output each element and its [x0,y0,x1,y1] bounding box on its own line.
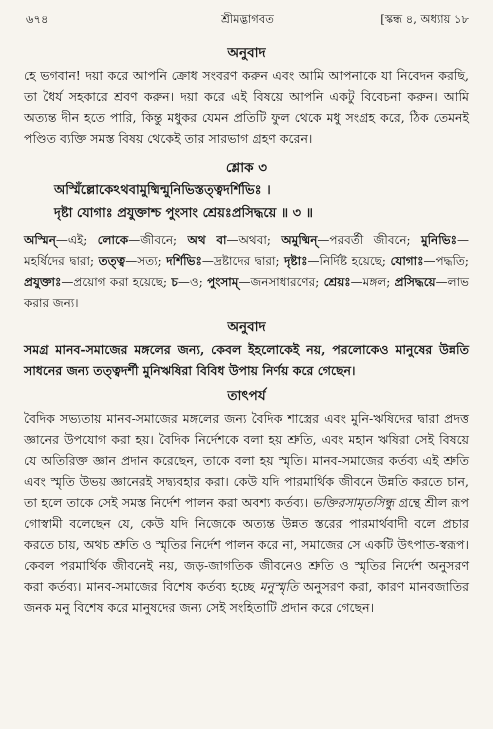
synonym-meaning: —মঙ্গল; [350,275,395,289]
purport-italic-title-1: ভক্তিরসামৃতসিন্ধু [312,495,395,510]
verse-heading: শ্লোক ৩ [225,160,268,176]
synonym-word: লোকে [97,233,129,247]
purport-text-part-2: গ্রন্থে শ্রীল রূপ গোস্বামী বলেছেন যে, কেউ যদি নিজেকে অত্যন্ত উন্নত স্তরের পারমার্থবাদী বলে প্রচার করতে চায়, অথচ শ্রুতি ও স্মৃতির নির্দেশ পালন করে না, সমাজের সে একটি উৎপাত-স্বরূপ। কেবল পরমার্থিক জীবনেই নয়, জড়-জাগতিক জীবনেও শ্রুতি ও স্মৃতির নির্দেশ অনুসরণ করা কর্তব্য। মানব-সমাজের বিশেষ কর্তব্য হচ্ছে [24,495,469,594]
synonym-word: পুংসাম্ [207,275,239,289]
purport-text-part-3: অনুসরণ করা, কারণ মানবজাতির জনক মনু বিশেষ করে মানুষদের জন্য সেই সংহিতাটি প্রদান করে গেছেন। [24,579,469,615]
synonym-word: দর্শিভিঃ [166,254,202,268]
synonym-word: অস্মিন্ [24,233,56,247]
synonym-meaning: —এই; [55,233,98,247]
verse-line-1: অস্মিঁল্লোকেঽথবামুষ্মিন্মুনিভিস্তত্ত্বদর্শিভিঃ । [54,183,271,198]
synonym-word: প্রযুক্তাঃ [24,275,62,289]
translation-text-2: সমগ্র মানব-সমাজের মঙ্গলের জন্য, কেবল ইহলোকেই নয়, পরলোকেও মানুষের উন্নতি সাধনের জন্য তত্ত্বদর্শী মুনিঋষিরা বিবিধ উপায় নির্ণয় করে গেছেন। [24,342,469,378]
synonym-meaning: —পদ্ধতি; [423,254,469,268]
synonym-meaning: —মহর্ষিদের দ্বারা; [24,233,469,268]
word-meanings [24,230,469,314]
synonym-meaning: —দ্রষ্টাদের দ্বারা; [201,254,285,268]
synonym-word: অথ বা [187,233,227,247]
synonym-word: মুনিভিঃ [420,233,457,247]
page-number: ৬৭৪ [26,12,49,26]
synonym-meaning: —সত্য; [125,254,167,268]
verse-line-2: দৃষ্টা যোগাঃ প্রযুক্তাশ্চ পুংসাং শ্রেয়ঃপ্রসিদ্ধয়ে ॥ ৩ ॥ [54,206,314,221]
synonym-word: তত্ত্ব [98,254,126,268]
synonym-meaning: —পরবর্তী জীবনে; [317,233,421,247]
page-content [24,40,469,618]
synonym-word: শ্রেয়ঃ [323,275,351,289]
purport-italic-title-2: মনুস্মৃতি [259,579,299,594]
chapter-reference: [স্কন্ধ ৪, অধ্যায় ১৮ [380,12,469,26]
purport-heading: তাৎপর্য [227,388,266,404]
synonym-meaning: —প্রয়োগ করা হয়েছে; [61,275,172,289]
translation-heading-2: অনুবাদ [227,319,266,335]
page-header [26,10,469,28]
translation-heading: অনুবাদ [227,45,266,61]
synonym-word: প্রসিদ্ধয়ে [394,275,436,289]
synonym-word: অমুষ্মিন্ [281,233,318,247]
translation-text: হে ভগবান! দয়া করে আপনি ক্রোধ সংবরণ করুন এবং আমি আপনাকে যা নিবেদন করছি, তা ধৈর্য সহকারে শ্রবণ করুন। দয়া করে এই বিষয়ে আপনি একটু বিবেচনা করুন। আমি অত্যন্ত দীন হতে পারি, কিন্তু মধুকর যেমন প্রতিটি ফুল থেকে মধু সংগ্রহ করে, ঠিক তেমনই পণ্ডিত ব্যক্তি সমস্ত বিষয় থেকেই তার সারভাগ গ্রহণ করেন। [24,68,469,146]
synonym-word: দৃষ্টাঃ [284,254,308,268]
synonym-meaning: —ও; [177,275,208,289]
purport-text-part-1: বৈদিক সভ্যতায় মানব-সমাজের মঙ্গলের জন্য বৈদিক শাস্ত্রের এবং মুনি-ঋষিদের দ্বারা প্রদত্ত জ্ঞানের উপযোগ করা হয়। বৈদিক নির্দেশকে বলা হয় শ্রুতি, এবং মহান ঋষিরা সেই বিষয়ে যে অতিরিক্ত জ্ঞান প্রদান করেছেন, তাকে বলা হয় স্মৃতি। মানব-সমাজের কর্তব্য এই শ্রুতি এবং স্মৃতি উভয় জ্ঞানেরই সদ্ব্যবহার করা। কেউ যদি পারমার্থিক জীবনে উন্নতি করতে চান, তা হলে তাকে সেই সমস্ত নির্দেশ পালন করা অবশ্য কর্তব্য। [24,411,469,510]
synonym-meaning: —জনসাধারণের; [238,275,324,289]
purport-text [24,408,469,618]
synonym-word: যোগাঃ [390,254,424,268]
synonym-word: চ [171,275,178,289]
synonym-meaning: —অথবা; [226,233,282,247]
synonym-meaning: —লাভ করার জন্য। [24,275,469,310]
synonym-meaning: —নির্দিষ্ট হয়েছে; [307,254,391,268]
book-title: শ্রীমদ্ভাগবত [221,12,274,26]
synonym-meaning: —জীবনে; [128,233,188,247]
